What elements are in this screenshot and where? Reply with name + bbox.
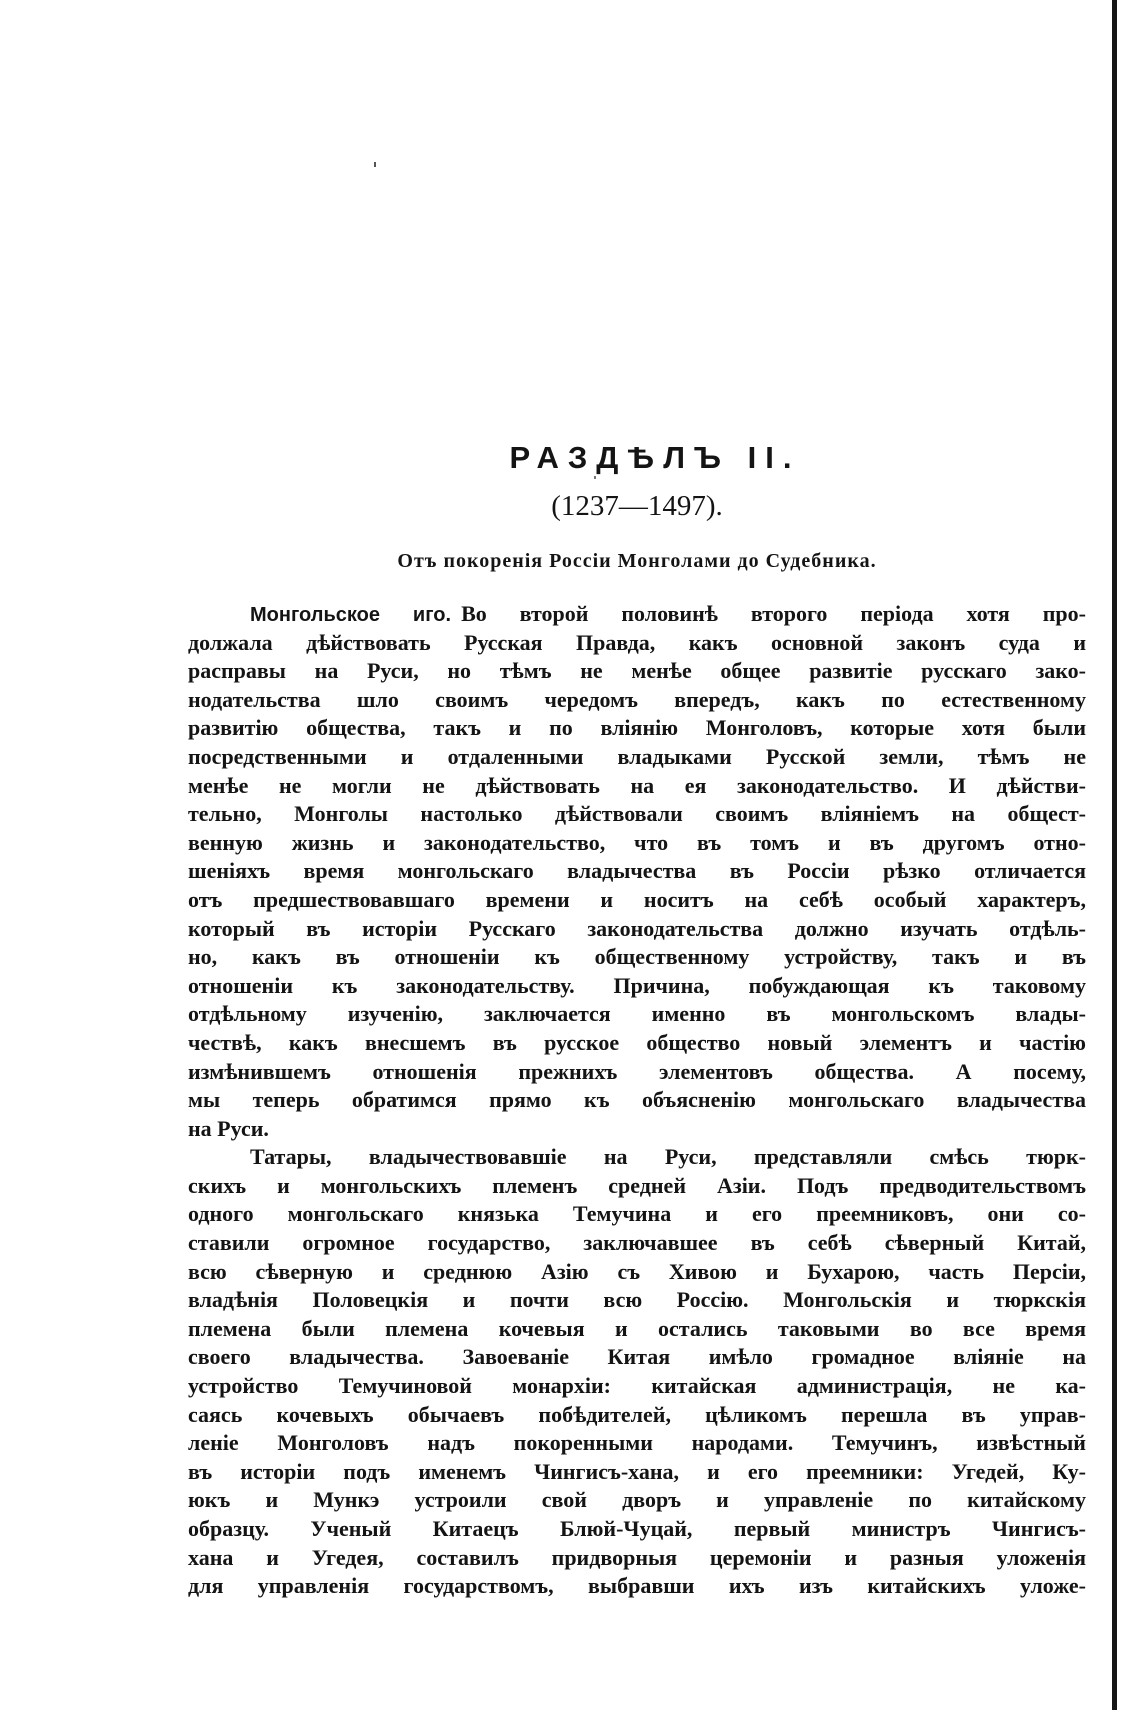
text-line: расправы на Руси, но тѣмъ не менѣе общее развитіе русскаго зако-: [188, 658, 1086, 684]
text-line: чествѣ, какъ внесшемъ въ русское общество новый элементъ и частію: [188, 1029, 1086, 1055]
paragraph-lead-heading: Монгольское иго.: [250, 604, 452, 626]
text-line: отдѣльному изученію, заключается именно въ монгольскомъ влады-: [188, 1001, 1086, 1027]
text-line: венную жизнь и законодательство, что въ томъ и въ другомъ отно-: [188, 829, 1086, 855]
text-line: мы теперь обратимся прямо къ объясненію монгольскаго владычества: [188, 1087, 1086, 1113]
text-line: скихъ и монгольскихъ племенъ средней Азіи. Подъ предводительствомъ: [188, 1172, 1086, 1198]
text-line: должала дѣйствовать Русская Правда, какъ основной законъ суда и: [188, 629, 1086, 655]
text-line: всю сѣверную и среднюю Азію съ Хивою и Бухарою, часть Персіи,: [188, 1258, 1086, 1284]
text-line: устройство Темучиновой монархіи: китайская администрація, не ка-: [188, 1373, 1086, 1399]
text-line: племена были племена кочевыя и остались таковыми во все время: [188, 1315, 1086, 1341]
text-line: отъ предшествовавшаго времени и носитъ на себѣ особый характеръ,: [188, 886, 1086, 912]
text-line: одного монгольскаго князька Темучина и его преемниковъ, они со-: [188, 1201, 1086, 1227]
paragraph-tatars: [188, 1143, 1086, 1601]
book-page: [188, 438, 1086, 1601]
section-date-range: (1237—1497).: [551, 490, 723, 522]
text-line: нодательства шло своимъ чередомъ впередъ, какъ по естественному: [188, 686, 1086, 712]
text-line: Монгольское иго. Во второй половинѣ второго періода хотя про-: [188, 600, 1086, 629]
text-line: посредственными и отдаленными владыками Русской земли, тѣмъ не: [188, 743, 1086, 769]
text-line: своего владычества. Завоеваніе Китая имѣло громадное вліяніе на: [188, 1344, 1086, 1370]
text-line: Татары, владычествовавшіе на Руси, представляли смѣсь тюрк-: [250, 1144, 1086, 1170]
text-line: на Руси.: [188, 1115, 269, 1141]
scan-speck: [374, 162, 376, 167]
text-line: образцу. Ученый Китаецъ Блюй-Чуцай, первый министръ Чингисъ-: [188, 1516, 1086, 1541]
text-line: измѣнившемъ отношенія прежнихъ элементовъ общества. А посему,: [188, 1058, 1086, 1084]
text-line: отношеніи къ законодательству. Причина, побуждающая къ таковому: [188, 972, 1086, 998]
text-line: менѣе не могли не дѣйствовать на ея законодательство. И дѣйстви-: [188, 772, 1086, 798]
text-line: но, какъ въ отношеніи къ общественному устройству, такъ и въ: [188, 944, 1086, 970]
text-line: хана и Угедея, составилъ придворныя церемоніи и разныя уложенія: [188, 1544, 1086, 1570]
text-line: развитію общества, такъ и по вліянію Монголовъ, которые хотя были: [188, 715, 1086, 741]
text-line: владѣнія Половецкія и почти всю Россію. Монгольскія и тюркскія: [188, 1287, 1086, 1313]
text-line: для управленія государствомъ, выбравши ихъ изъ китайскихъ уложе-: [188, 1573, 1086, 1599]
text-line: шеніяхъ время монгольскаго владычества въ Россіи рѣзко отличается: [188, 858, 1086, 884]
paragraph-mongol-yoke: [188, 600, 1086, 1143]
text-line: который въ исторіи Русскаго законодательства должно изучать отдѣль-: [188, 915, 1086, 941]
text-line: саясь кочевыхъ обычаевъ побѣдителей, цѣликомъ перешла въ управ-: [188, 1401, 1086, 1427]
text-line: ставили огромное государство, заключавшее въ себѣ сѣверный Китай,: [188, 1230, 1086, 1256]
text-line: тельно, Монголы настолько дѣйствовали своимъ вліяніемъ на общест-: [188, 801, 1086, 827]
section-subtitle: Отъ покоренія Россіи Монголами до Судебника.: [397, 550, 877, 572]
section-title: РАЗДѢЛЪ II.: [509, 440, 801, 475]
text-line: юкъ и Мункэ устроили свой дворъ и управленіе по китайскому: [188, 1487, 1086, 1513]
text-line: леніе Монголовъ надъ покоренными народами. Темучинъ, извѣстный: [188, 1430, 1086, 1456]
scan-edge-bar: [1112, 0, 1117, 1710]
text-line: въ исторіи подъ именемъ Чингисъ-хана, и его преемники: Угедей, Ку-: [188, 1458, 1086, 1484]
